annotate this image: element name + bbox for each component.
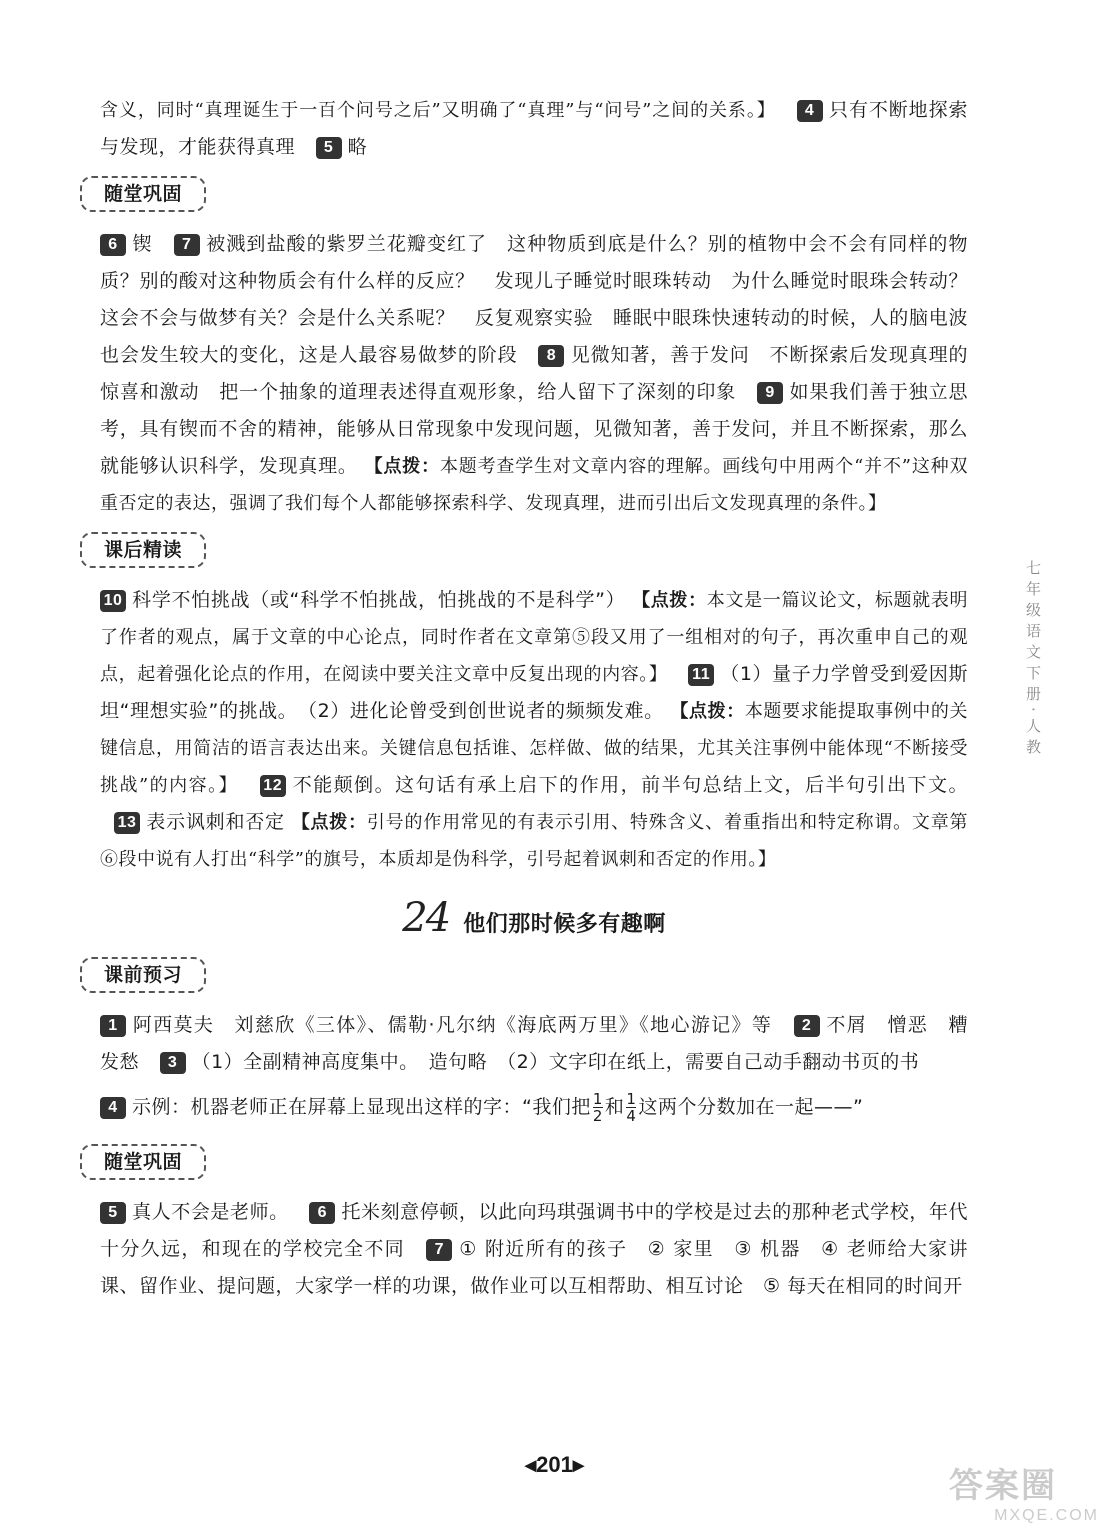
- fraction-numerator: 1: [592, 1090, 603, 1108]
- answer-text: 含义，同时“真理诞生于一百个问号之后”又明确了“真理”与“问号”之间的关系。】: [100, 100, 776, 121]
- hint-label: 【点拨：: [291, 812, 367, 833]
- answer-text: 略: [347, 136, 368, 158]
- answer-paragraph-1: [100, 92, 968, 166]
- fraction-numerator: 1: [626, 1090, 637, 1108]
- answer-text: 科学不怕挑战（或“科学不怕挑战，怕挑战的不是科学”）: [132, 589, 626, 611]
- answer-paragraph-3: [100, 582, 968, 878]
- answer-text: ① 附近所有的孩子 ② 家里 ③ 机器 ④ 老师给大家讲课、留作业、提问题，大家学一样的功课，做作业可以互相帮助、相互讨论 ⑤ 每天在相同的时间开: [100, 1238, 968, 1297]
- section-label-after-class: 课后精读: [80, 532, 206, 568]
- answer-text: 和: [604, 1096, 625, 1118]
- hint-text: 本题要求能提取事例中的关键信息，用简洁的语言表达出来。关键信息包括谁、怎样做、做的结果，尤其关注事例中能体现“不断接受挑战”的内容。】: [100, 701, 969, 796]
- lesson-number: 24: [402, 895, 450, 941]
- question-number-badge: 9: [757, 382, 783, 404]
- answer-paragraph-2: [100, 226, 968, 522]
- answer-text: 托米刻意停顿，以此向玛琪强调书中的学校是过去的那种老式学校，年代十分久远，和现在的学校完全不同: [100, 1201, 968, 1260]
- fraction-denominator: 4: [626, 1107, 637, 1125]
- question-number-badge: 5: [100, 1202, 126, 1224]
- answer-text: 真人不会是老师。: [132, 1201, 289, 1223]
- watermark-logo: [949, 1458, 1099, 1528]
- answer-text: 被溅到盐酸的紫罗兰花瓣变红了 这种物质到底是什么？别的植物中会不会有同样的物质？别的酸对这种物质会有什么样的反应？ 发现儿子睡觉时眼珠转动 为什么睡觉时眼珠会转动？这会不会与做梦有关？会是什么关系呢？ 反复观察实验 睡眠中眼珠快速转动的时候，人的脑电波也会发生较大的变化，这是人最容易做梦的阶段: [100, 233, 968, 366]
- question-number-badge: 3: [160, 1052, 186, 1074]
- answer-text: 见微知著，善于发问 不断探索后发现真理的惊喜和激动 把一个抽象的道理表述得直观形象，给人留下了深刻的印象: [100, 344, 968, 403]
- fraction-denominator: 2: [592, 1107, 603, 1125]
- section-label-class-review-2: 随堂巩固: [80, 1144, 206, 1180]
- question-number-badge: 7: [174, 234, 200, 256]
- hint-text: 本文是一篇议论文，标题就表明了作者的观点，属于文章的中心论点，同时作者在文章第⑤段又用了一组相对的句子，再次重申自己的观点，起着强化论点的作用，在阅读中要关注文章中反复出现的内容。】: [100, 590, 969, 685]
- question-number-badge: 10: [100, 590, 126, 612]
- hint-label: 【点拨：: [632, 590, 707, 611]
- answer-text: 表示讽刺和否定: [146, 811, 285, 833]
- question-number-badge: 8: [538, 345, 564, 367]
- question-number-badge: 2: [794, 1015, 820, 1037]
- question-number-badge: 7: [426, 1239, 452, 1261]
- fraction-one-half: [593, 1091, 603, 1124]
- watermark-main: 答案圈: [949, 1467, 1057, 1505]
- answer-text: 只有不断地探索与发现，才能获得真理: [100, 99, 968, 158]
- page-number: ◂201▸: [525, 1452, 584, 1477]
- answer-text: 不能颠倒。这句话有承上启下的作用，前半句总结上文，后半句引出下文。: [291, 774, 968, 796]
- question-number-badge: 5: [316, 137, 342, 159]
- question-number-badge: 6: [100, 234, 126, 256]
- question-number-badge: 13: [114, 812, 140, 834]
- question-number-badge: 12: [260, 775, 286, 797]
- hint-text: 引号的作用常见的有表示引用、特殊含义、着重指出和特定称谓。文章第⑥段中说有人打出“科学”的旗号，本质却是伪科学，引号起着讽刺和否定的作用。】: [100, 812, 969, 870]
- side-book-label: 七年级语文下册·人教: [1024, 560, 1042, 760]
- fraction-one-quarter: [626, 1091, 636, 1124]
- answer-text: 这两个分数加在一起——”: [638, 1096, 864, 1118]
- question-number-badge: 11: [688, 664, 714, 686]
- question-number-badge: 1: [100, 1015, 126, 1037]
- question-number-badge: 4: [100, 1097, 126, 1119]
- section-label-preview: 课前预习: [80, 957, 206, 993]
- answer-page-content: [100, 92, 988, 1305]
- hint-text: 本题考查学生对文章内容的理解。画线句中用两个“并不”这种双重否定的表达，强调了我们每个人都能够探索科学、发现真理，进而引出后文发现真理的条件。】: [100, 456, 968, 514]
- answer-text: 锲: [132, 233, 153, 255]
- hint-label: 【点拨：: [670, 701, 745, 722]
- question-number-badge: 4: [797, 100, 823, 122]
- answer-text: 示例：机器老师正在屏幕上显现出这样的字：“我们把: [132, 1096, 591, 1118]
- question-number-badge: 6: [309, 1202, 335, 1224]
- answer-text: 不屑 憎恶 糟 发愁: [100, 1014, 988, 1073]
- answer-text: （1）全副精神高度集中。 造句略 （2）文字印在纸上，需要自己动手翻动书页的书: [191, 1051, 920, 1073]
- lesson-heading: [100, 895, 968, 943]
- answer-text: 如果我们善于独立思考，具有锲而不舍的精神，能够从日常现象中发现问题，见微知著，善于发问，并且不断探索，那么就能够认识科学，发现真理。: [100, 381, 968, 477]
- answer-paragraph-4b: [100, 1089, 968, 1126]
- answer-paragraph-5: [100, 1194, 968, 1305]
- answer-paragraph-4: [100, 1007, 988, 1081]
- hint-label: 【点拨：: [364, 456, 440, 477]
- watermark-sub: MXQE.COM: [994, 1507, 1099, 1524]
- answer-text: 阿西莫夫 刘慈欣《三体》、儒勒·凡尔纳《海底两万里》《地心游记》等: [132, 1014, 773, 1036]
- answer-text: （1）量子力学曾受到爱因斯坦“理想实验”的挑战。 （2）进化论曾受到创世说者的频频发难。: [100, 663, 968, 722]
- section-label-class-review: 随堂巩固: [80, 176, 206, 212]
- lesson-title: 他们那时候多有趣啊: [463, 912, 666, 937]
